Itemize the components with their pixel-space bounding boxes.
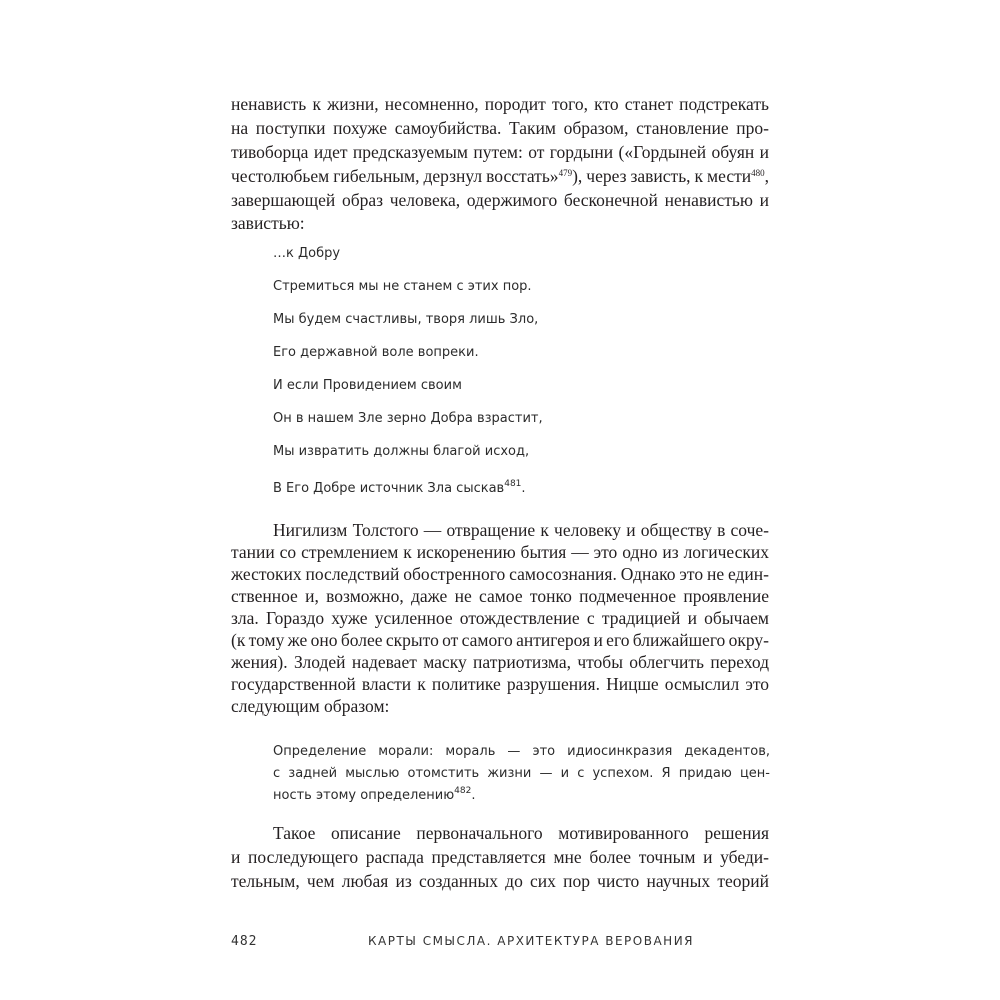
text-span: . bbox=[471, 788, 476, 803]
footnote-ref[interactable]: 480 bbox=[751, 168, 765, 178]
poem-line: Мы извратить должны благой исход, bbox=[273, 444, 530, 459]
text-line: завершающей образ человека, одержимого бесконечной ненавистью и bbox=[231, 190, 769, 210]
quote-line bbox=[273, 787, 475, 805]
text-line: тании со стремлением к искоренению бытия — это одно из логических bbox=[231, 542, 769, 562]
poem-line: Стремиться мы не станем с этих пор. bbox=[273, 279, 532, 294]
text-line bbox=[231, 165, 769, 187]
text-line: на поступки похуже самоубийства. Таким образом, становление про- bbox=[231, 118, 769, 138]
poem-line: Мы будем счастливы, творя лишь Зло, bbox=[273, 312, 539, 327]
poem-line: …к Добру bbox=[273, 246, 341, 261]
text-line: жения). Злодей надевает маску патриотизма, чтобы облегчить переход bbox=[231, 652, 769, 672]
quote-line: с задней мыслью отомстить жизни — и с успехом. Я придаю цен- bbox=[273, 766, 770, 781]
text-line: Такое описание первоначального мотивированного решения bbox=[273, 823, 769, 843]
running-head: КАРТЫ СМЫСЛА. АРХИТЕКТУРА ВЕРОВАНИЯ bbox=[368, 934, 695, 948]
quote-line: Определение морали: мораль — это идиосинкразия декадентов, bbox=[273, 744, 770, 759]
text-line: тивоборца идет предсказуемым путем: от гордыни («Гордыней обуян и bbox=[231, 142, 769, 162]
poem-line bbox=[273, 480, 526, 498]
text-line: ственное и, возможно, даже не самое тонко подмеченное проявление bbox=[231, 586, 769, 606]
text-line: следующим образом: bbox=[231, 696, 390, 716]
text-line: государственной власти к политике разрушения. Ницше осмыслил это bbox=[231, 674, 769, 694]
text-span: ность этому определению bbox=[273, 788, 455, 803]
footnote-ref[interactable]: 482 bbox=[454, 786, 472, 796]
text-line: и последующего распада представляется мне более точным и убеди- bbox=[231, 847, 769, 867]
poem-line: И если Провидением своим bbox=[273, 378, 462, 393]
text-span: . bbox=[521, 481, 526, 496]
text-line: жестоких последствий обостренного самосознания. Однако это не един- bbox=[231, 564, 769, 584]
footnote-ref[interactable]: 481 bbox=[504, 479, 522, 489]
footnote-ref[interactable]: 479 bbox=[558, 168, 573, 178]
text-span: , bbox=[764, 166, 769, 186]
text-line: тельным, чем любая из созданных до сих пор чисто научных теорий bbox=[231, 871, 769, 891]
text-line: зла. Гораздо хуже усиленное отождествление с традицией и обычаем bbox=[231, 608, 769, 628]
text-line: завистью: bbox=[231, 213, 305, 233]
text-span: честолюбьем гибельным, дерзнул восстать» bbox=[231, 166, 559, 186]
text-span: В Его Добре источник Зла сыскав bbox=[273, 481, 505, 496]
text-line: (к тому же оно более скрыто от самого антигероя и его ближайшего окру- bbox=[231, 630, 769, 650]
page-number: 482 bbox=[231, 934, 258, 949]
text-span: ), через зависть, к мести bbox=[572, 166, 752, 186]
poem-line: Он в нашем Зле зерно Добра взрастит, bbox=[273, 411, 543, 426]
poem-line: Его державной воле вопреки. bbox=[273, 345, 479, 360]
text-line: Нигилизм Толстого — отвращение к человеку и обществу в соче- bbox=[273, 520, 769, 540]
text-line: ненависть к жизни, несомненно, породит того, кто станет подстрекать bbox=[231, 94, 769, 114]
